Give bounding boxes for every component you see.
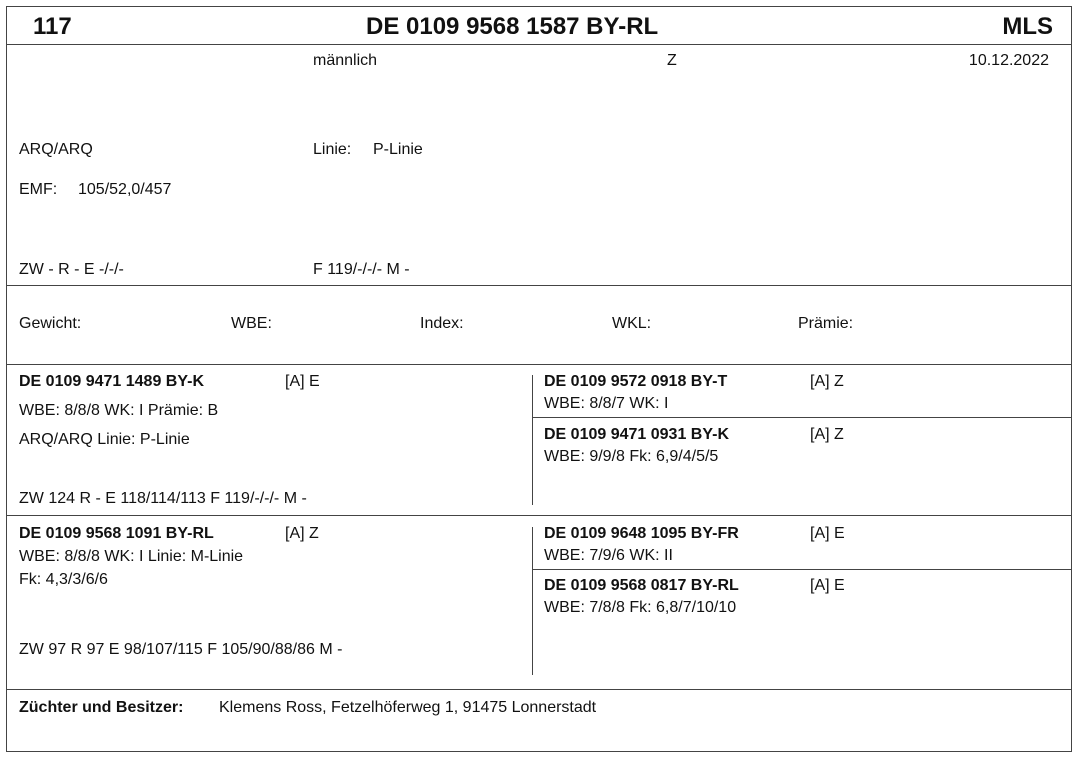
sire-zw: ZW 124 R - E 118/114/113 F 119/-/-/- M - — [19, 490, 307, 507]
zw-right: F 119/-/-/- M - — [313, 261, 410, 278]
dam-id: DE 0109 9568 1091 BY-RL — [19, 525, 214, 542]
dam-zw: ZW 97 R 97 E 98/107/115 F 105/90/88/86 M - — [19, 641, 343, 658]
genetics: ARQ/ARQ — [19, 141, 93, 158]
sire-line1: WBE: 8/8/8 WK: I Prämie: B — [19, 402, 219, 419]
emf-value: 105/52,0/457 — [78, 181, 172, 198]
sire-sire-tag: [A] Z — [810, 373, 844, 390]
dam-dam-line1: WBE: 7/8/8 Fk: 6,8/7/10/10 — [544, 599, 737, 616]
zw-left: ZW - R - E -/-/- — [19, 261, 124, 278]
dam-sire-tag: [A] E — [810, 525, 845, 542]
sire-sire-id: DE 0109 9572 0918 BY-T — [544, 373, 728, 390]
wkl-label: WKL: — [612, 315, 652, 332]
index-label: Index: — [420, 315, 464, 332]
ratings-divider — [7, 364, 1071, 365]
breed-code: MLS — [1002, 13, 1053, 40]
sire-id: DE 0109 9471 1489 BY-K — [19, 373, 205, 390]
line-label: Linie: — [313, 141, 352, 158]
breeder-value: Klemens Ross, Fetzelhöferweg 1, 91475 Lonnerstadt — [219, 699, 597, 716]
animal-number: 117 — [33, 13, 72, 40]
sex: männlich — [313, 52, 378, 69]
breeder-label: Züchter und Besitzer: — [19, 699, 184, 716]
dam-line1: WBE: 8/8/8 WK: I Linie: M-Linie — [19, 548, 244, 565]
praemie-label: Prämie: — [798, 315, 854, 332]
sire-block-divider — [7, 515, 1071, 516]
dam-block-divider — [7, 689, 1071, 690]
sire-grandparents-divider — [533, 417, 1071, 418]
code: Z — [667, 52, 677, 69]
header-divider — [7, 44, 1071, 45]
dam-tag: [A] Z — [285, 525, 319, 542]
birth-date: 10.12.2022 — [968, 52, 1049, 69]
dam-line2: Fk: 4,3/3/6/6 — [19, 571, 108, 588]
gewicht-label: Gewicht: — [19, 315, 82, 332]
dam-sire-line1: WBE: 7/9/6 WK: II — [544, 547, 673, 564]
pedigree-card — [6, 6, 1072, 752]
dam-vertical-divider — [532, 527, 533, 675]
sire-vertical-divider — [532, 375, 533, 505]
sire-dam-id: DE 0109 9471 0931 BY-K — [544, 426, 730, 443]
sire-line2: ARQ/ARQ Linie: P-Linie — [19, 431, 190, 448]
dam-sire-id: DE 0109 9648 1095 BY-FR — [544, 525, 739, 542]
line-value: P-Linie — [373, 141, 423, 158]
sire-tag: [A] E — [285, 373, 320, 390]
sire-dam-tag: [A] Z — [810, 426, 844, 443]
sire-sire-line1: WBE: 8/8/7 WK: I — [544, 395, 669, 412]
animal-id: DE 0109 9568 1587 BY-RL — [366, 13, 659, 40]
sire-dam-line1: WBE: 9/9/8 Fk: 6,9/4/5/5 — [544, 448, 719, 465]
dam-grandparents-divider — [533, 569, 1071, 570]
emf-label: EMF: — [19, 181, 58, 198]
dam-dam-tag: [A] E — [810, 577, 845, 594]
wbe-label: WBE: — [231, 315, 272, 332]
info-divider — [7, 285, 1071, 286]
dam-dam-id: DE 0109 9568 0817 BY-RL — [544, 577, 739, 594]
